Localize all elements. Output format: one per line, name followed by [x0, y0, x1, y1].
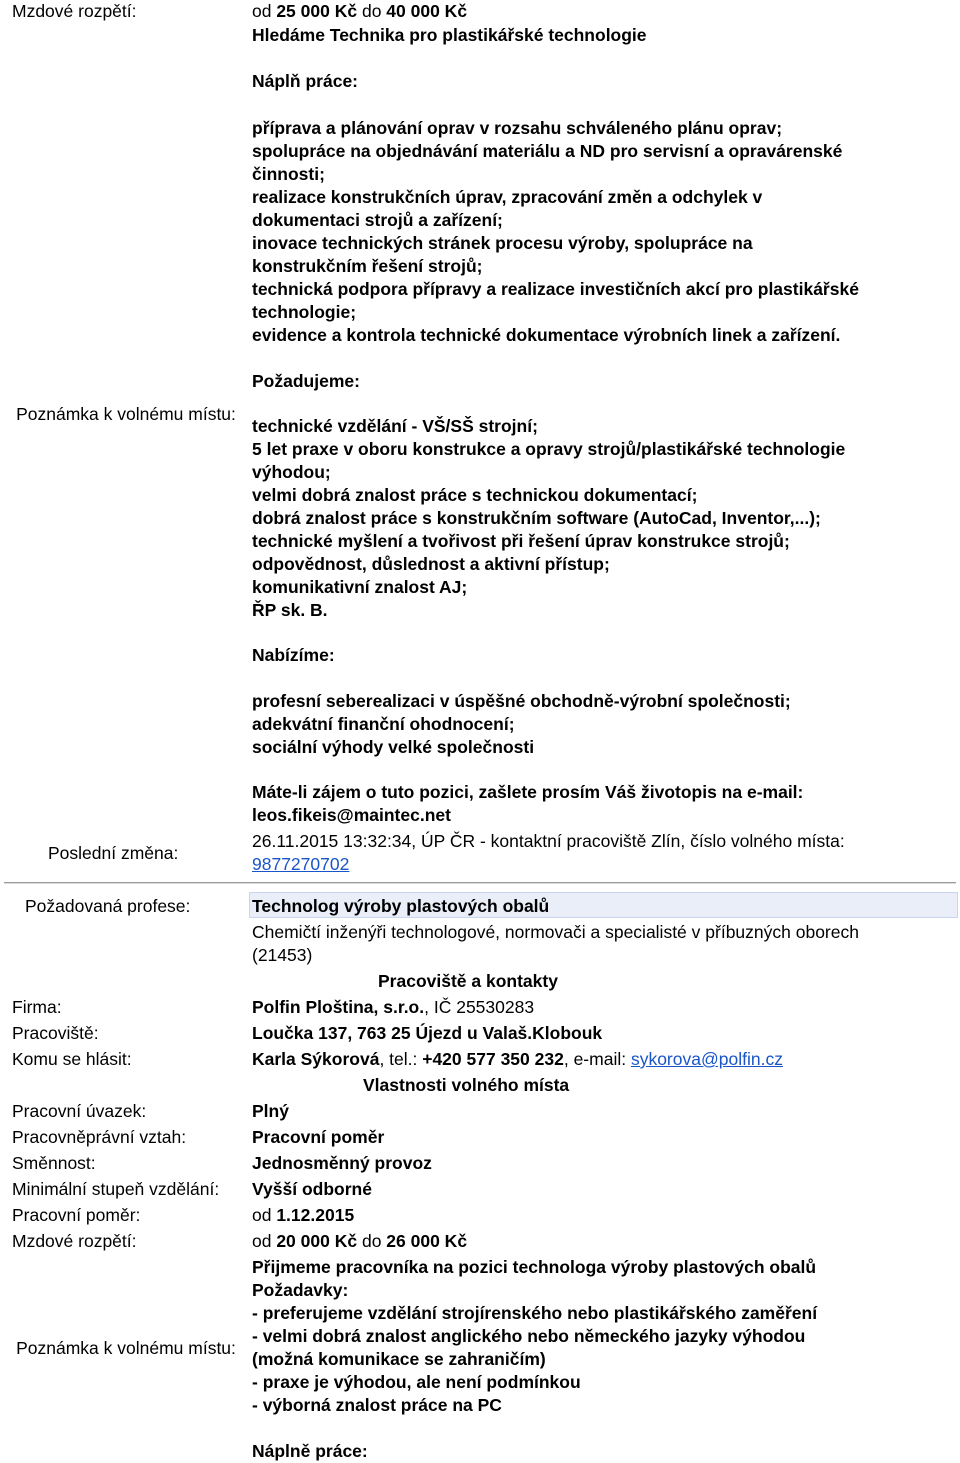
komu-label: Komu se hlásit:: [12, 1049, 132, 1069]
salary-value: [252, 1230, 467, 1253]
list-item: odpovědnost, důslednost a aktivní přístup;: [252, 554, 610, 574]
list-item: inovace technických stránek procesu výroby, spolupráce na: [252, 233, 753, 253]
smennost-label: Směnnost:: [12, 1153, 96, 1173]
section-workplace-heading: Pracoviště a kontakty: [378, 971, 558, 991]
profession-value: Technolog výroby plastových obalů: [252, 896, 550, 916]
list-item: sociální výhody velké společnosti: [252, 737, 535, 757]
nabizime-heading: Nabízíme:: [252, 645, 335, 665]
record-divider: [4, 882, 956, 884]
salary-from: 25 000 Kč: [276, 1, 358, 21]
pracoviste-label: Pracoviště:: [12, 1023, 99, 1043]
firma-ic: , IČ 25530283: [424, 997, 535, 1017]
salary-from-prefix: od: [252, 1, 277, 21]
list-item: dobrá znalost práce s konstrukčním software (AutoCad, Inventor,...);: [252, 508, 821, 528]
uvazek-label: Pracovní úvazek:: [12, 1101, 147, 1121]
profession-description: [252, 921, 859, 967]
pomer-date: 1.12.2015: [276, 1205, 355, 1225]
list-item: 5 let praxe v oboru konstrukce a opravy strojů/plastikářské technologie: [252, 439, 846, 459]
salary-to: 26 000 Kč: [386, 1231, 468, 1251]
list-item: technická podpora přípravy a realizace investičních akcí pro plastikářské: [252, 279, 859, 299]
note-list: [252, 1256, 817, 1417]
note-label: Poznámka k volnému místu:: [16, 1338, 236, 1358]
section-props-heading: Vlastnosti volného místa: [363, 1075, 570, 1095]
list-item: Požadavky:: [252, 1280, 349, 1300]
list-item: výhodou;: [252, 462, 331, 482]
list-item: velmi dobrá znalost práce s technickou dokumentací;: [252, 485, 698, 505]
salary-mid: do: [357, 1231, 387, 1251]
salary-to: 40 000 Kč: [386, 1, 468, 21]
list-item: profesní seberealizaci v úspěšné obchodně-výrobní společnosti;: [252, 691, 791, 711]
salary-value: [252, 0, 467, 23]
salary-from: 20 000 Kč: [276, 1231, 358, 1251]
list-item: - preferujeme vzdělání strojírenského nebo plastikářského zaměření: [252, 1303, 818, 1323]
komu-email-prefix: , e-mail:: [563, 1049, 631, 1069]
firma-label: Firma:: [12, 997, 62, 1017]
list-item: technické vzdělání - VŠ/SŠ strojní;: [252, 416, 538, 436]
list-item: - velmi dobrá znalost anglického nebo německého jazyky výhodou: [252, 1326, 806, 1346]
vztah-value: Pracovní poměr: [252, 1127, 385, 1147]
pomer-value: [252, 1204, 354, 1227]
list-item: technologie;: [252, 302, 357, 322]
contact-email: leos.fikeis@maintec.net: [252, 805, 451, 825]
komu-tel-prefix: , tel.:: [379, 1049, 423, 1069]
list-item: adekvátní finanční ohodnocení;: [252, 714, 515, 734]
pomer-label: Pracovní poměr:: [12, 1205, 141, 1225]
salary-label: Mzdové rozpětí:: [12, 1, 137, 21]
komu-name: Karla Sýkorová: [252, 1049, 380, 1069]
list-item: Přijmeme pracovníka na pozici technologa výroby plastových obalů: [252, 1257, 817, 1277]
job-headline: Hledáme Technika pro plastikářské technologie: [252, 25, 647, 45]
profession-desc-line: Chemičtí inženýři technologové, normovači a specialisté v příbuzných oborech: [252, 922, 859, 942]
list-item: evidence a kontrola technické dokumentace výrobních linek a zařízení.: [252, 325, 841, 345]
komu-email-link[interactable]: sykorova@polfin.cz: [630, 1049, 783, 1069]
last-change-label: Poslední změna:: [48, 843, 179, 863]
pomer-prefix: od: [252, 1205, 277, 1225]
profession-desc-line: (21453): [252, 945, 313, 965]
list-item: - praxe je výhodou, ale není podmínkou: [252, 1372, 581, 1392]
salary-from-prefix: od: [252, 1231, 277, 1251]
vacancy-number-link[interactable]: 9877270702: [252, 854, 350, 874]
vzdelani-value: Vyšší odborné: [252, 1179, 372, 1199]
komu-value: [252, 1048, 783, 1071]
smennost-value: Jednosměnný provoz: [252, 1153, 432, 1173]
napln-heading: Náplně práce:: [252, 1441, 368, 1461]
list-item: technické myšlení a tvořivost při řešení úprav konstrukce strojů;: [252, 531, 790, 551]
salary-mid: do: [357, 1, 387, 21]
list-item: - výborná znalost práce na PC: [252, 1395, 502, 1415]
uvazek-value: Plný: [252, 1101, 289, 1121]
list-item: komunikativní znalost AJ;: [252, 577, 468, 597]
firma-value: [252, 996, 534, 1019]
pozadujeme-heading: Požadujeme:: [252, 371, 360, 391]
vztah-label: Pracovněprávní vztah:: [12, 1127, 187, 1147]
list-item: spolupráce na objednávání materiálu a ND pro servisní a opravárenské: [252, 141, 843, 161]
profession-label: Požadovaná profese:: [25, 896, 191, 916]
last-change-value: [252, 830, 845, 876]
list-item: příprava a plánování oprav v rozsahu schváleného plánu oprav;: [252, 118, 783, 138]
list-item: činnosti;: [252, 164, 325, 184]
list-item: ŘP sk. B.: [252, 600, 328, 620]
list-item: konstrukčním řešení strojů;: [252, 256, 483, 276]
napln-list: [252, 117, 859, 347]
firma-name: Polfin Ploština, s.r.o.: [252, 997, 425, 1017]
nabizime-list: [252, 690, 791, 759]
contact-block: [252, 781, 803, 827]
last-change-text: 26.11.2015 13:32:34, ÚP ČR - kontaktní pracoviště Zlín, číslo volného místa:: [252, 831, 845, 851]
salary-label: Mzdové rozpětí:: [12, 1231, 137, 1251]
pozadujeme-list: [252, 415, 845, 622]
list-item: realizace konstrukčních úprav, zpracování změn a odchylek v: [252, 187, 763, 207]
list-item: (možná komunikace se zahraničím): [252, 1349, 546, 1369]
pracoviste-value: Loučka 137, 763 25 Újezd u Valaš.Klobouk: [252, 1023, 603, 1043]
contact-line: Máte-li zájem o tuto pozici, zašlete prosím Váš životopis na e-mail:: [252, 782, 804, 802]
note-label: Poznámka k volnému místu:: [16, 404, 236, 424]
list-item: dokumentaci strojů a zařízení;: [252, 210, 503, 230]
napln-heading: Náplň práce:: [252, 71, 358, 91]
komu-tel: +420 577 350 232: [422, 1049, 564, 1069]
vzdelani-label: Minimální stupeň vzdělání:: [12, 1179, 220, 1199]
